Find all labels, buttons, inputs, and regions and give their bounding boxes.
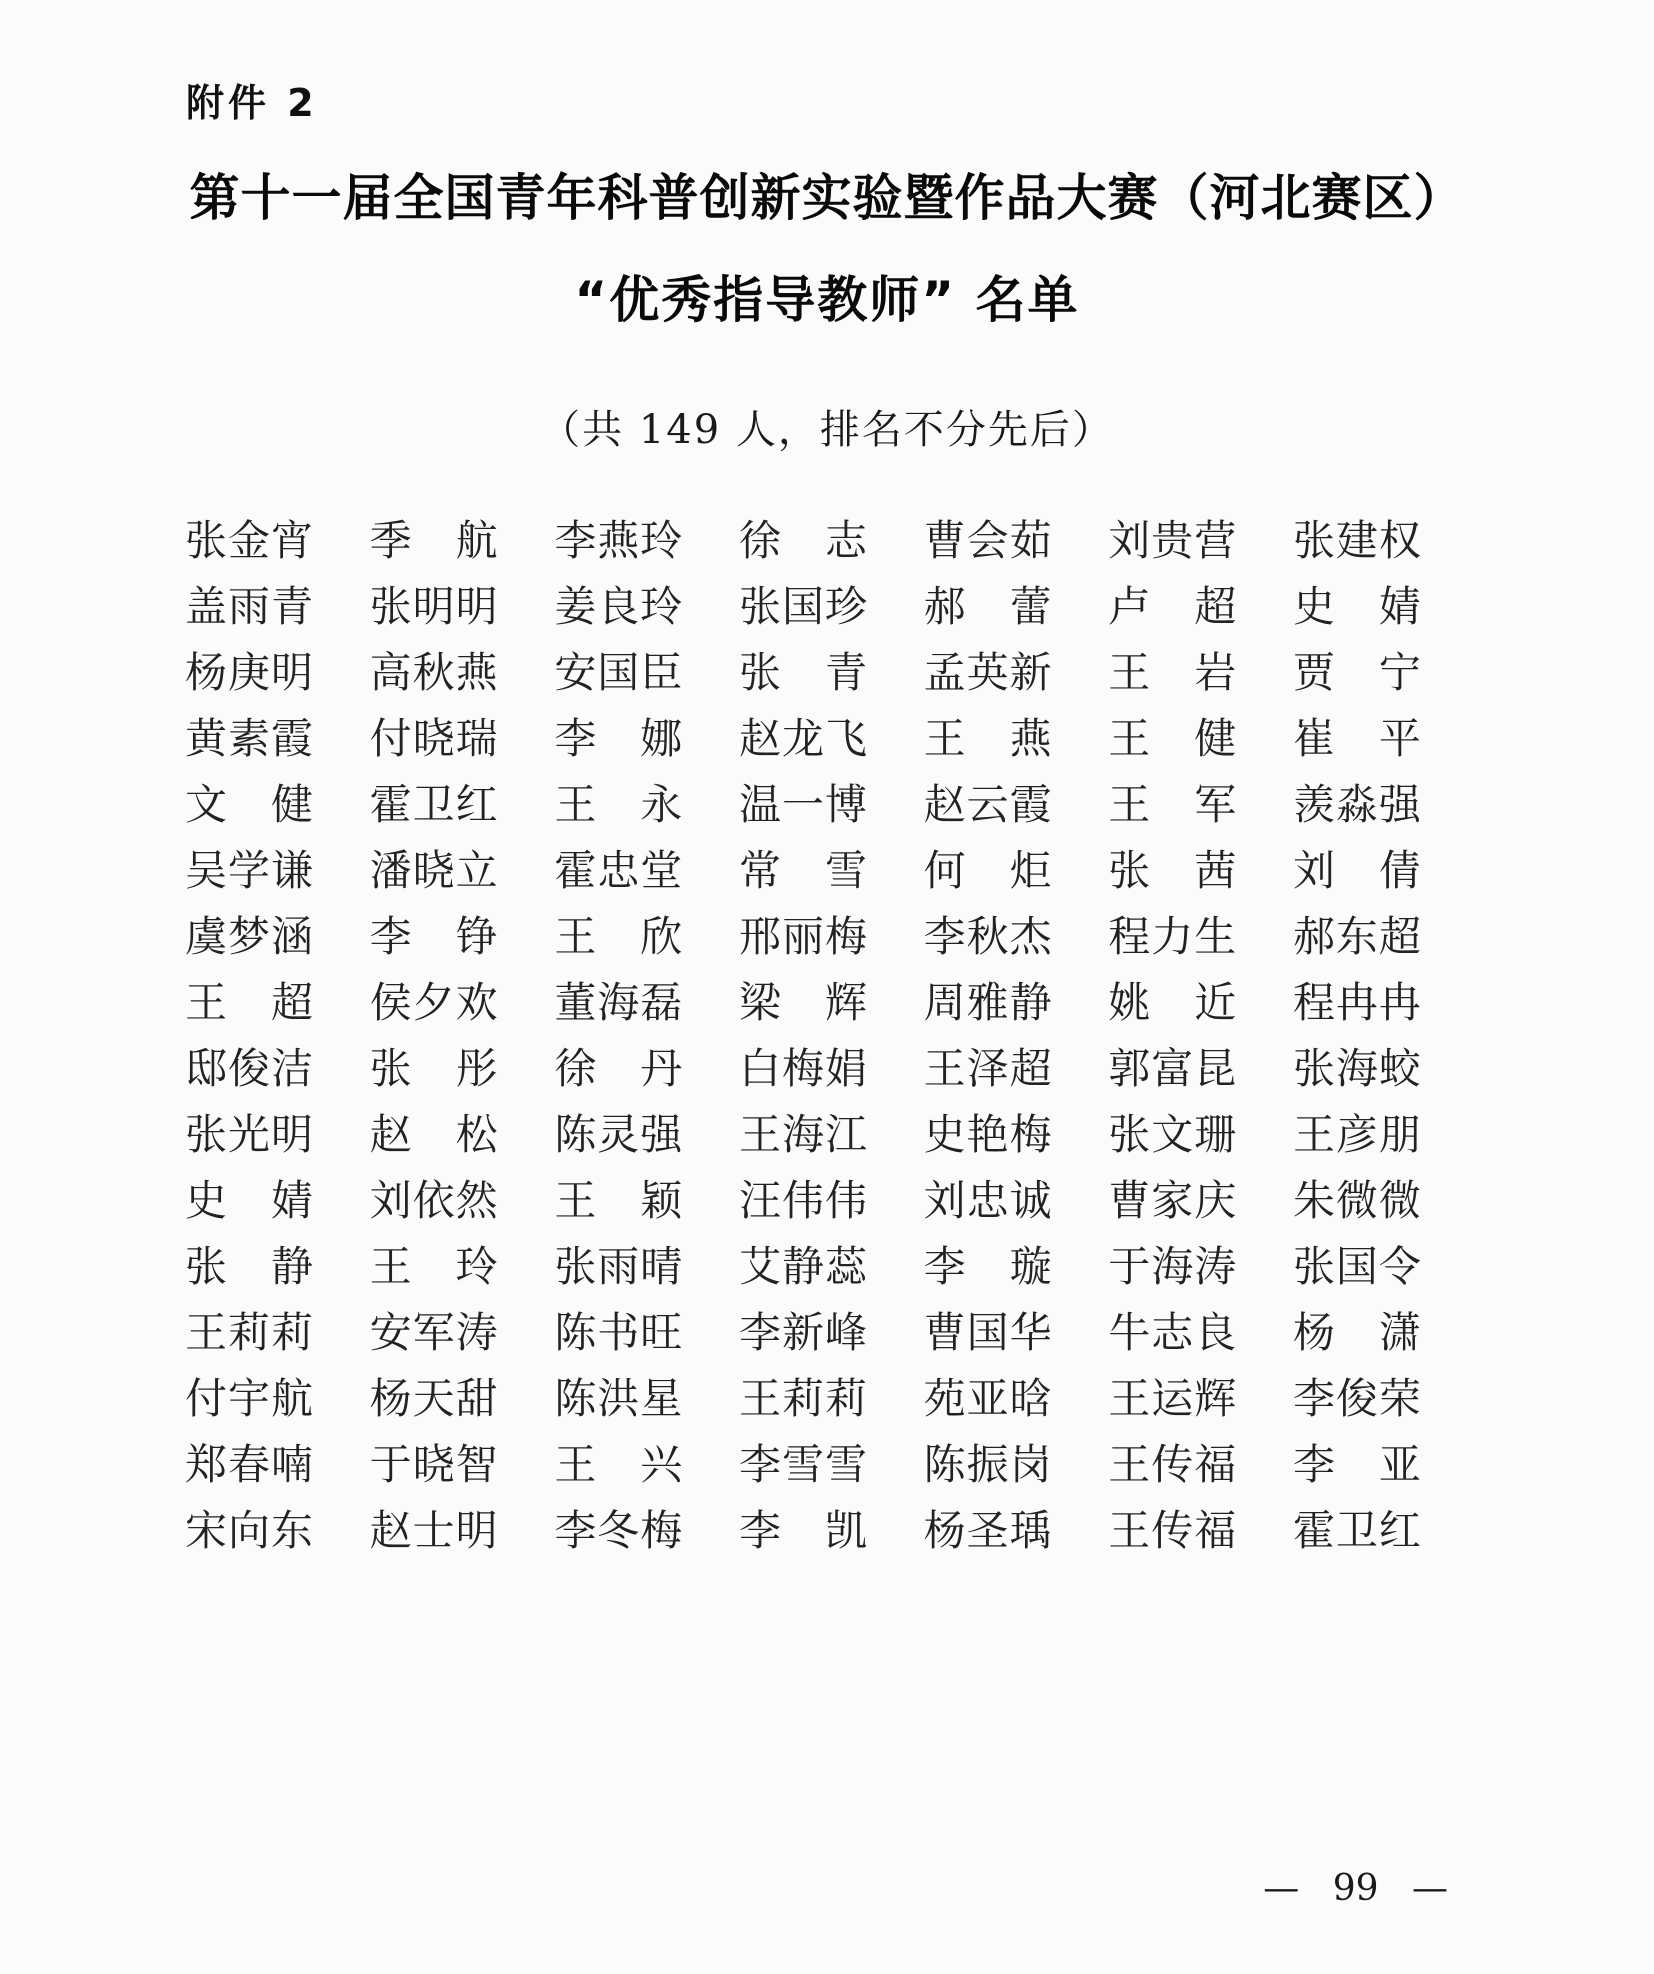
title-line-1: 第十一届全国青年科普创新实验暨作品大赛（河北赛区）	[189, 169, 1465, 227]
name-cell: 黄 素 霞	[185, 714, 313, 763]
name-cell: 陈 洪 星	[554, 1374, 683, 1423]
name-cell: 李 璇	[923, 1242, 1052, 1291]
teacher-name-grid	[185, 505, 1421, 1561]
name-row	[185, 901, 1421, 967]
name-cell: 王 莉 莉	[185, 1308, 313, 1357]
name-cell: 张 建 权	[1292, 516, 1421, 565]
name-cell: 张 国 令	[1292, 1242, 1421, 1291]
name-cell: 刘 依 然	[369, 1176, 498, 1225]
name-cell: 温 一 博	[738, 780, 867, 829]
name-cell: 刘 倩	[1292, 846, 1421, 895]
name-cell: 史 婧	[185, 1176, 313, 1225]
name-cell: 周 雅 静	[923, 978, 1052, 1027]
name-cell: 常 雪	[738, 846, 867, 895]
name-row	[185, 1231, 1421, 1297]
name-cell: 张 彤	[369, 1044, 498, 1093]
name-cell: 虞 梦 涵	[185, 912, 313, 961]
name-cell: 徐 志	[738, 516, 867, 565]
name-cell: 曹 家 庆	[1108, 1176, 1237, 1225]
name-cell: 赵 云 霞	[923, 780, 1052, 829]
name-cell: 卢 超	[1108, 582, 1237, 631]
name-cell: 李 秋 杰	[923, 912, 1052, 961]
name-cell: 白 梅 娟	[738, 1044, 867, 1093]
name-cell: 侯 夕 欢	[369, 978, 498, 1027]
name-cell: 王 军	[1108, 780, 1237, 829]
name-cell: 王 欣	[554, 912, 683, 961]
name-cell: 李 凯	[738, 1506, 867, 1555]
name-cell: 李 俊 荣	[1292, 1374, 1421, 1423]
name-cell: 付 晓 瑞	[369, 714, 498, 763]
name-cell: 于 晓 智	[369, 1440, 498, 1489]
name-cell: 郭 富 昆	[1108, 1044, 1237, 1093]
name-cell: 王 海 江	[738, 1110, 867, 1159]
name-cell: 霍 卫 红	[1292, 1506, 1421, 1555]
name-cell: 杨 潇	[1292, 1308, 1421, 1357]
name-cell: 付 宇 航	[185, 1374, 313, 1423]
name-cell: 杨 圣 瑀	[923, 1506, 1052, 1555]
name-cell: 王 岩	[1108, 648, 1237, 697]
name-cell: 王 彦 朋	[1292, 1110, 1421, 1159]
name-cell: 王 玲	[369, 1242, 498, 1291]
name-cell: 潘 晓 立	[369, 846, 498, 895]
name-row	[185, 571, 1421, 637]
name-cell: 王 兴	[554, 1440, 683, 1489]
name-row	[185, 1165, 1421, 1231]
name-cell: 王 莉 莉	[738, 1374, 867, 1423]
name-cell: 梁 辉	[738, 978, 867, 1027]
name-cell: 汪 伟 伟	[738, 1176, 867, 1225]
name-cell: 曹 会 茹	[923, 516, 1052, 565]
name-cell: 何 炬	[923, 846, 1052, 895]
name-cell: 张 茜	[1108, 846, 1237, 895]
page-number: — 99 —	[1263, 1868, 1448, 1909]
name-cell: 王 超	[185, 978, 313, 1027]
name-cell: 史 艳 梅	[923, 1110, 1052, 1159]
name-row	[185, 637, 1421, 703]
name-row	[185, 505, 1421, 571]
name-cell: 王 永	[554, 780, 683, 829]
name-cell: 程 冉 冉	[1292, 978, 1421, 1027]
name-cell: 安 国 臣	[554, 648, 683, 697]
name-cell: 李 铮	[369, 912, 498, 961]
name-cell: 赵 士 明	[369, 1506, 498, 1555]
name-row	[185, 1297, 1421, 1363]
name-cell: 吴 学 谦	[185, 846, 313, 895]
name-row	[185, 1495, 1421, 1561]
name-cell: 郑 春 喃	[185, 1440, 313, 1489]
name-row	[185, 703, 1421, 769]
name-cell: 王 运 辉	[1108, 1374, 1237, 1423]
name-cell: 王 传 福	[1108, 1440, 1237, 1489]
name-cell: 王 燕	[923, 714, 1052, 763]
document-title	[0, 158, 1654, 332]
name-cell: 王 传 福	[1108, 1506, 1237, 1555]
name-cell: 张 青	[738, 648, 867, 697]
name-cell: 赵 松	[369, 1110, 498, 1159]
name-cell: 陈 灵 强	[554, 1110, 683, 1159]
name-cell: 张 明 明	[369, 582, 498, 631]
name-cell: 霍 忠 堂	[554, 846, 683, 895]
name-cell: 艾 静 蕊	[738, 1242, 867, 1291]
name-row	[185, 835, 1421, 901]
name-cell: 季 航	[369, 516, 498, 565]
name-row	[185, 769, 1421, 835]
name-cell: 赵 龙 飞	[738, 714, 867, 763]
name-cell: 李 娜	[554, 714, 683, 763]
name-row	[185, 967, 1421, 1033]
name-cell: 杨 天 甜	[369, 1374, 498, 1423]
name-row	[185, 1363, 1421, 1429]
name-cell: 苑 亚 晗	[923, 1374, 1052, 1423]
name-cell: 安 军 涛	[369, 1308, 498, 1357]
name-cell: 李 冬 梅	[554, 1506, 683, 1555]
name-cell: 郝 东 超	[1292, 912, 1421, 961]
name-cell: 张 国 珍	[738, 582, 867, 631]
name-cell: 徐 丹	[554, 1044, 683, 1093]
name-cell: 张 文 珊	[1108, 1110, 1237, 1159]
name-cell: 张 光 明	[185, 1110, 313, 1159]
name-cell: 盖 雨 青	[185, 582, 313, 631]
name-cell: 李 燕 玲	[554, 516, 683, 565]
name-row	[185, 1099, 1421, 1165]
name-cell: 李 亚	[1292, 1440, 1421, 1489]
name-cell: 张 海 蛟	[1292, 1044, 1421, 1093]
name-cell: 于 海 涛	[1108, 1242, 1237, 1291]
name-row	[185, 1033, 1421, 1099]
name-cell: 张 金 宵	[185, 516, 313, 565]
name-cell: 邸 俊 洁	[185, 1044, 313, 1093]
name-cell: 朱 微 微	[1292, 1176, 1421, 1225]
name-cell: 孟 英 新	[923, 648, 1052, 697]
name-cell: 曹 国 华	[923, 1308, 1052, 1357]
name-cell: 李 雪 雪	[738, 1440, 867, 1489]
name-cell: 高 秋 燕	[369, 648, 498, 697]
name-cell: 史 婧	[1292, 582, 1421, 631]
name-cell: 张 静	[185, 1242, 313, 1291]
name-cell: 姜 良 玲	[554, 582, 683, 631]
name-cell: 杨 庚 明	[185, 648, 313, 697]
name-cell: 董 海 磊	[554, 978, 683, 1027]
name-cell: 王 泽 超	[923, 1044, 1052, 1093]
name-row	[185, 1429, 1421, 1495]
attachment-label: 附件 2	[186, 81, 318, 125]
name-cell: 宋 向 东	[185, 1506, 313, 1555]
subtitle-count-note: （共 149 人，排名不分先后）	[540, 407, 1114, 453]
name-cell: 刘 贵 营	[1108, 516, 1237, 565]
name-cell: 李 新 峰	[738, 1308, 867, 1357]
name-cell: 牛 志 良	[1108, 1308, 1237, 1357]
name-cell: 贾 宁	[1292, 648, 1421, 697]
name-cell: 霍 卫 红	[369, 780, 498, 829]
name-cell: 陈 书 旺	[554, 1308, 683, 1357]
name-cell: 文 健	[185, 780, 313, 829]
name-cell: 程 力 生	[1108, 912, 1237, 961]
name-cell: 陈 振 岗	[923, 1440, 1052, 1489]
name-cell: 邢 丽 梅	[738, 912, 867, 961]
name-cell: 王 健	[1108, 714, 1237, 763]
name-cell: 郝 蕾	[923, 582, 1052, 631]
name-cell: 羡 淼 强	[1292, 780, 1421, 829]
name-cell: 王 颖	[554, 1176, 683, 1225]
title-line-2: “优秀指导教师” 名单	[574, 271, 1080, 329]
name-cell: 张 雨 晴	[554, 1242, 683, 1291]
name-cell: 崔 平	[1292, 714, 1421, 763]
name-cell: 姚 近	[1108, 978, 1237, 1027]
name-cell: 刘 忠 诚	[923, 1176, 1052, 1225]
